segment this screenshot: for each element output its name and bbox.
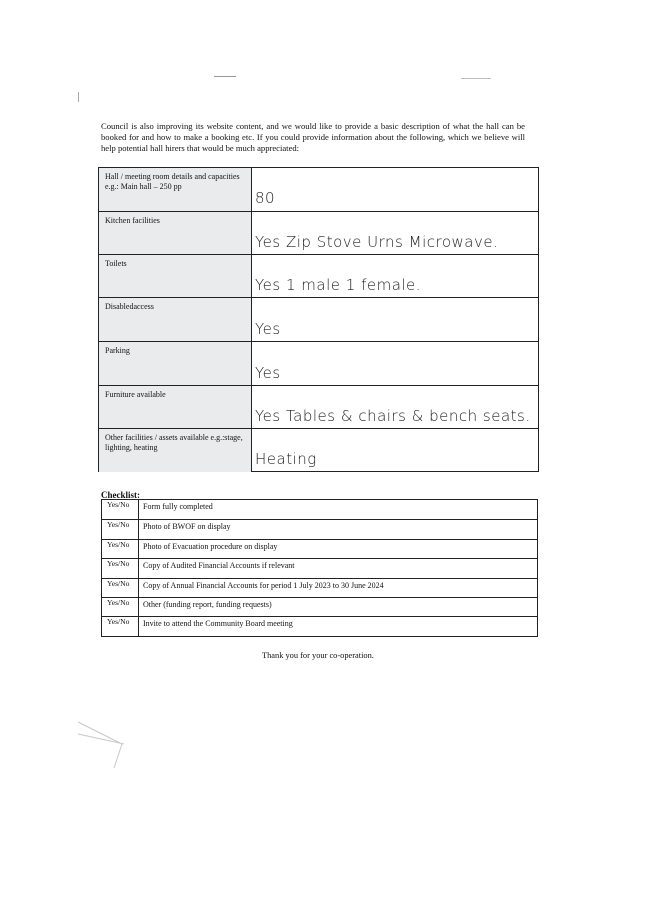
facility-row-disabled-access [99, 297, 538, 342]
checklist-item-text: Form fully completed [143, 502, 213, 511]
thank-you-note: Thank you for your co-operation. [262, 651, 374, 660]
facility-label: Toilets [99, 255, 252, 298]
checklist-item-text: Photo of Evacuation procedure on display [143, 541, 278, 551]
facility-answer-handwritten: Yes [255, 364, 281, 382]
facility-label: Furniture available [99, 386, 252, 429]
yes-no-cell: Yes/No [102, 500, 139, 519]
yes-no-cell: Yes/No [102, 598, 139, 616]
facility-answer-handwritten: Yes [255, 320, 281, 338]
yes-no-cell: Yes/No [102, 617, 139, 635]
facility-row-toilets [99, 254, 538, 298]
facility-row-kitchen [99, 211, 538, 255]
checklist-row [102, 578, 537, 597]
facility-answer-handwritten: 80 [255, 189, 276, 207]
checklist-row [102, 519, 537, 538]
facility-answer-handwritten: Yes Tables & chairs & bench seats. [255, 407, 531, 425]
yes-no-cell: Yes/No [102, 520, 139, 538]
checklist-item-text: Copy of Audited Financial Accounts if relevant [143, 561, 295, 571]
facility-label: Hall / meeting room details and capacities e.g.: Main hall – 250 pp [99, 168, 252, 211]
facility-row-other [99, 428, 538, 472]
facility-answer-handwritten: Heating [255, 450, 317, 468]
facility-label: Kitchen facilities [99, 212, 252, 255]
checklist-item-text: Other (funding report, funding requests) [143, 600, 272, 609]
facilities-table [98, 167, 539, 472]
scan-artifact-top-right [461, 78, 491, 79]
checklist-row [102, 558, 537, 577]
checklist-table [101, 499, 538, 637]
checklist-item-text: Copy of Annual Financial Accounts for period 1 July 2023 to 30 June 2024 [143, 580, 384, 590]
scan-artifact-top [214, 76, 236, 77]
checklist-item-text: Invite to attend the Community Board meeting [143, 619, 293, 629]
yes-no-cell: Yes/No [102, 579, 139, 597]
checklist-title: Checklist: [101, 490, 140, 500]
facility-row-parking [99, 341, 538, 386]
checklist-item-text: Photo of BWOF on display [143, 522, 231, 532]
facility-label: Other facilities / assets available e.g.:stage, lighting, heating [99, 429, 252, 472]
facility-row-furniture [99, 385, 538, 429]
checklist-row [102, 539, 537, 558]
facility-answer-handwritten: Yes Zip Stove Urns Microwave. [255, 233, 499, 251]
checklist-row [102, 597, 537, 616]
facility-answer-handwritten: Yes 1 male 1 female. [255, 276, 422, 294]
checklist-row [102, 616, 537, 635]
scan-artifact-left [78, 92, 79, 102]
yes-no-cell: Yes/No [102, 540, 139, 558]
intro-paragraph: Council is also improving its website content, and we would like to provide a basic description of what the hall can be booked for and how to make a booking etc. If you could provide information about the following, which we believe will help potential hall hirers that would be much appreciated: [101, 121, 525, 153]
facility-label: Parking [99, 342, 252, 386]
facility-label: Disabledaccess [99, 298, 252, 342]
checklist-row [102, 500, 537, 519]
yes-no-cell: Yes/No [102, 559, 139, 577]
facility-row-hall [99, 168, 538, 211]
scan-artifact-bottom [76, 714, 136, 774]
